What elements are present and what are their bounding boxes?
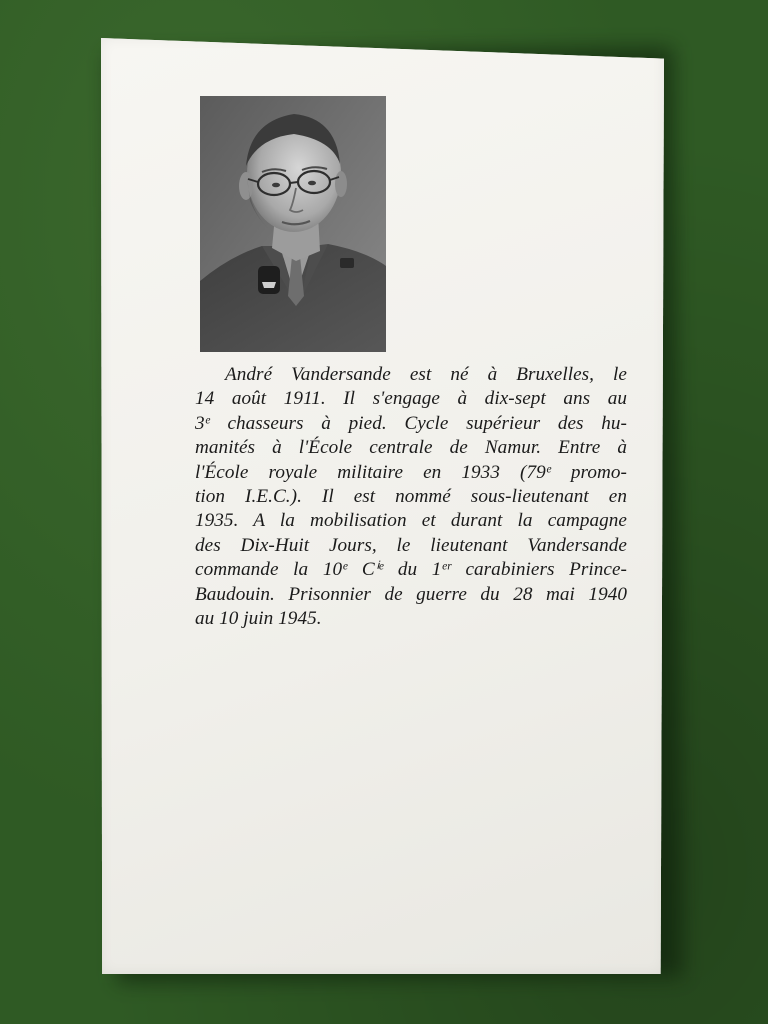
bio-line: 14 août 1911. Il s'engage à dix-sept ans au (195, 388, 627, 410)
bio-line: Baudouin. Prisonnier de guerre du 28 mai 1940 (195, 583, 627, 605)
biography-text (195, 363, 627, 631)
portrait-illustration (200, 96, 386, 352)
bio-line: commande la 10ᵉ Cⁱᵉ du 1ᵉʳ carabiniers Prince- (195, 559, 627, 581)
bio-line: des Dix-Huit Jours, le lieutenant Vandersande (195, 534, 627, 556)
bio-line: André Vandersande est né à Bruxelles, le (225, 364, 627, 385)
bio-line: l'École royale militaire en 1933 (79ᵉ promo- (195, 461, 627, 483)
bio-line: manités à l'École centrale de Namur. Entre à (195, 437, 627, 459)
bio-line: 1935. A la mobilisation et durant la campagne (195, 510, 627, 532)
bio-line: au 10 juin 1945. (195, 608, 322, 630)
bio-line: 3ᵉ chasseurs à pied. Cycle supérieur des hu- (195, 412, 627, 434)
author-portrait (200, 96, 386, 352)
bio-line: tion I.E.C.). Il est nommé sous-lieutenant en (195, 486, 627, 508)
